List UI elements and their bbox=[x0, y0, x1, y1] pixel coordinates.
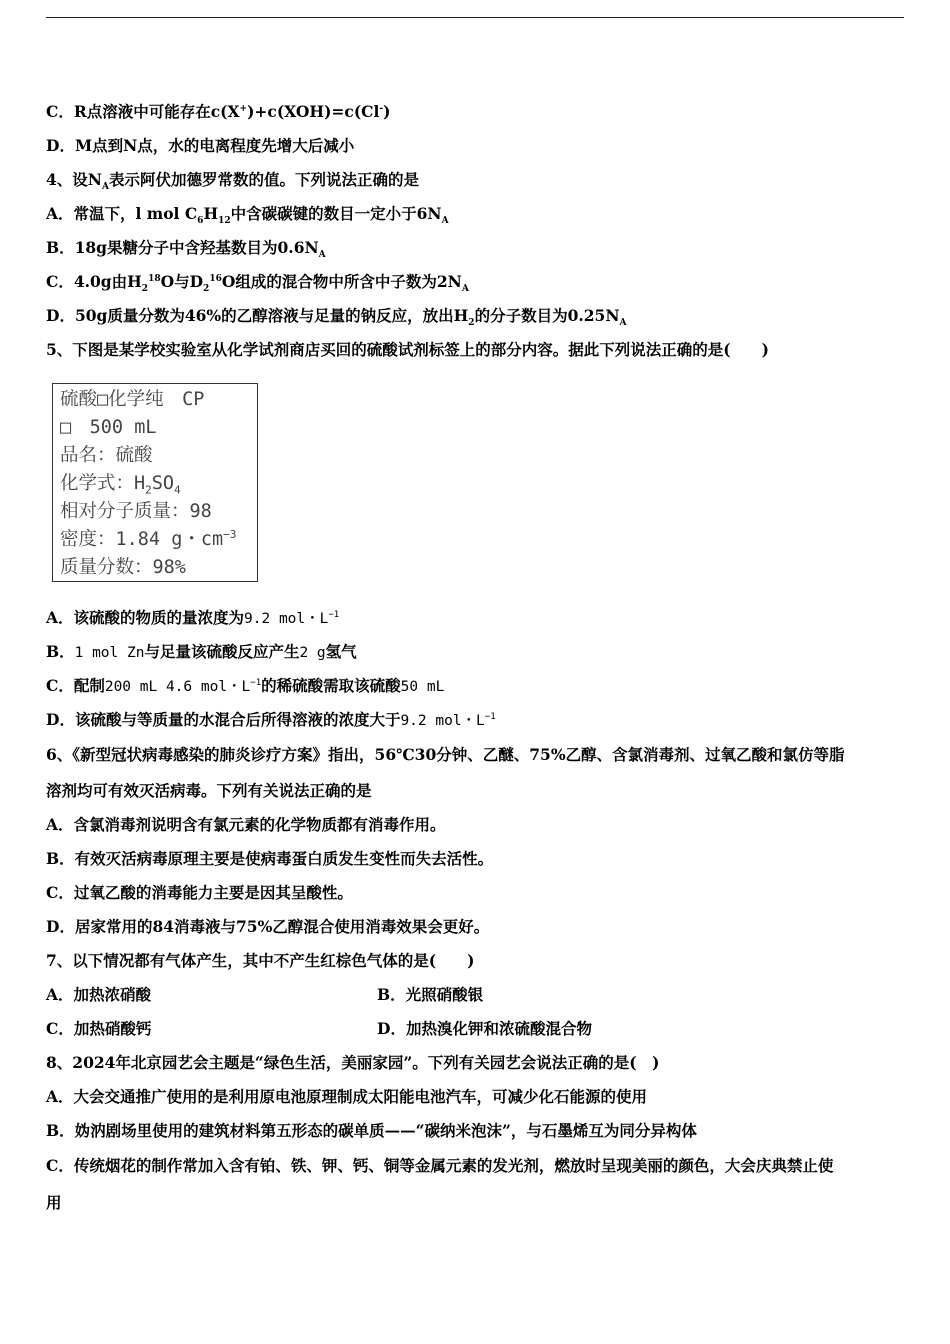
q8-option-b: B．妫汭剧场里使用的建筑材料第五形态的碳单质——“碳纳米泡沫”，与石墨烯互为同分异构体 bbox=[46, 1121, 697, 1140]
label-line-4: 化学式：$H_2SO_4$ bbox=[60, 473, 181, 497]
q4-option-a: A．常温下，l mol $C_6H_{12}$中含碳碳键的数目一定小于$6N_A$ bbox=[46, 204, 449, 227]
q5-option-b: B．1 mol Zn与足量该硫酸反应产生2 g氢气 bbox=[46, 642, 357, 661]
label-line-6: 密度：1.84 g・$cm^{-3}$ bbox=[60, 527, 237, 550]
q8-stem: 8、2024年北京园艺会主题是“绿色生活，美丽家园”。下列有关园艺会说法正确的是( ) bbox=[46, 1053, 660, 1072]
q6-option-b: B．有效灭活病毒原理主要是使病毒蛋白质发生变性而失去活性。 bbox=[46, 849, 494, 868]
q5-stem: 5、下图是某学校实验室从化学试剂商店买回的硫酸试剂标签上的部分内容。据此下列说法正确的是( ) bbox=[46, 340, 769, 359]
q8-option-c-2: 用 bbox=[46, 1193, 62, 1212]
option-c-prev: C．R点溶液中可能存在c(X+)+c(XOH)=c(Cl-) bbox=[46, 102, 391, 121]
label-line-5: 相对分子质量：98 bbox=[60, 501, 212, 522]
q6-stem-1: 6、《新型冠状病毒感染的肺炎诊疗方案》指出，56℃30分钟、乙醚、75%乙醇、含氯消毒剂、过氧乙酸和氯仿等脂 bbox=[46, 745, 845, 764]
label-line-3: 品名：硫酸 bbox=[60, 445, 153, 466]
q7-option-c: C．加热硝酸钙 bbox=[46, 1019, 152, 1038]
label-line-2: □ 500 mL bbox=[60, 417, 157, 438]
option-d-prev: D．M点到N点，水的电离程度先增大后减小 bbox=[46, 136, 355, 155]
q8-option-a: A．大会交通推广使用的是利用原电池原理制成太阳能电池汽车，可减少化石能源的使用 bbox=[46, 1087, 648, 1106]
q5-option-c: C．配制200 mL 4.6 mol・$L^{-1}$的稀硫酸需取该硫酸50 mL bbox=[46, 676, 445, 695]
q7-option-d: D．加热溴化钾和浓硫酸混合物 bbox=[377, 1019, 592, 1038]
q4-stem: 4、设$N_A$表示阿伏加德罗常数的值。下列说法正确的是 bbox=[46, 170, 419, 193]
label-line-1: 硫酸□化学纯 CP bbox=[60, 389, 205, 410]
q4-option-c: C．4.0g由$H_2^{18}O$与$D_2^{16}O$组成的混合物中所含中子数为$2N_A$ bbox=[46, 272, 469, 295]
q4-option-b: B．18g果糖分子中含羟基数目为$0.6N_A$ bbox=[46, 238, 326, 261]
q6-stem-2: 溶剂均可有效灭活病毒。下列有关说法正确的是 bbox=[46, 781, 372, 800]
label-line-7: 质量分数：98% bbox=[60, 557, 186, 578]
q5-option-d: D．该硫酸与等质量的水混合后所得溶液的浓度大于9.2 mol・$L^{-1}$ bbox=[46, 710, 496, 729]
reagent-label bbox=[52, 383, 258, 582]
q7-stem: 7、以下情况都有气体产生，其中不产生红棕色气体的是( ) bbox=[46, 951, 475, 970]
q6-option-a: A．含氯消毒剂说明含有氯元素的化学物质都有消毒作用。 bbox=[46, 815, 446, 834]
q5-option-a: A．该硫酸的物质的量浓度为9.2 mol・$L^{-1}$ bbox=[46, 608, 340, 627]
q6-option-d: D．居家常用的84消毒液与75%乙醇混合使用消毒效果会更好。 bbox=[46, 917, 490, 936]
q4-option-d: D．50g质量分数为46%的乙醇溶液与足量的钠反应，放出$H_2$的分子数目为$0.25N_A$ bbox=[46, 306, 627, 329]
q7-option-b: B．光照硝酸银 bbox=[377, 985, 484, 1004]
top-rule bbox=[46, 17, 904, 18]
q6-option-c: C．过氧乙酸的消毒能力主要是因其呈酸性。 bbox=[46, 883, 353, 902]
q8-option-c-1: C．传统烟花的制作常加入含有铂、铁、钾、钙、铜等金属元素的发光剂，燃放时呈现美丽的颜色，大会庆典禁止使 bbox=[46, 1156, 834, 1175]
q7-option-a: A．加热浓硝酸 bbox=[46, 985, 152, 1004]
